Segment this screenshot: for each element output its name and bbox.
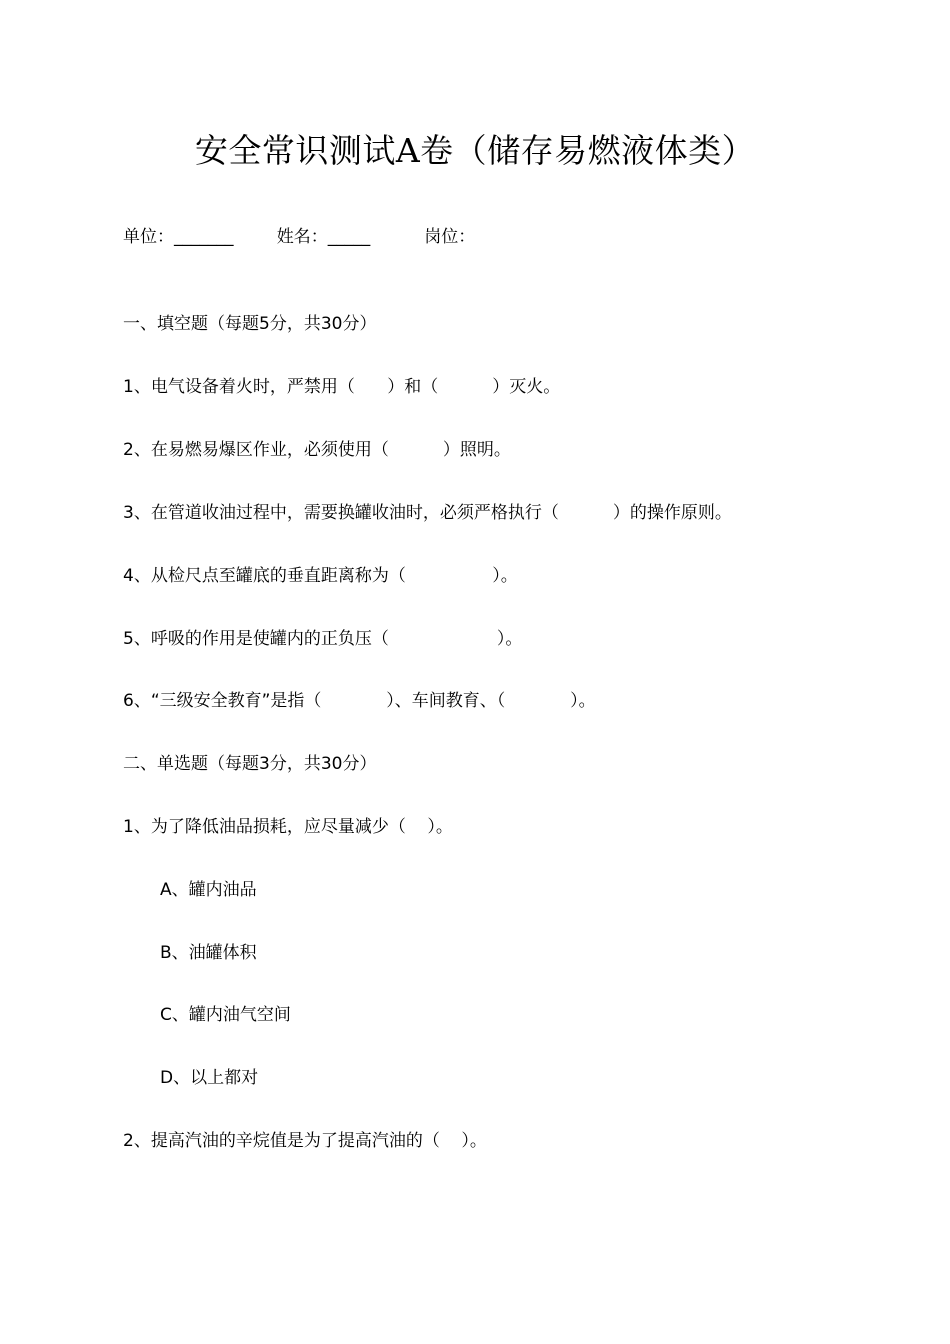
fill-question-3: 3、在管道收油过程中，需要换罐收油时，必须严格执行（ ）的操作原则。: [123, 503, 732, 523]
fill-question-2: 2、在易燃易爆区作业，必须使用（ ）照明。: [123, 440, 511, 460]
fill-question-6: 6、“三级安全教育”是指（ ）、车间教育、（ ）。: [123, 691, 596, 711]
section1-heading: 一、填空题（每题5分，共30分）: [123, 314, 377, 334]
fill-question-4: 4、从检尺点至罐底的垂直距离称为（ ）。: [123, 566, 518, 586]
choice-option-d: D、以上都对: [160, 1068, 259, 1088]
choice-option-c: C、罐内油气空间: [160, 1005, 291, 1025]
section2-heading: 二、单选题（每题3分，共30分）: [123, 754, 377, 774]
fill-question-1: 1、电气设备着火时，严禁用（ ）和（ ）灭火。: [123, 377, 561, 397]
info-line: 单位：_______ 姓名：_____ 岗位：: [123, 227, 476, 247]
choice-option-a: A、罐内油品: [160, 880, 257, 900]
choice-question-1: 1、为了降低油品损耗，应尽量减少（ ）。: [123, 817, 453, 837]
choice-question-2: 2、提高汽油的辛烷值是为了提高汽油的（ ）。: [123, 1131, 487, 1151]
fill-question-5: 5、呼吸的作用是使罐内的正负压（ ）。: [123, 629, 523, 649]
page-title: 安全常识测试A卷（储存易燃液体类）: [194, 131, 756, 170]
choice-option-b: B、油罐体积: [160, 943, 257, 963]
